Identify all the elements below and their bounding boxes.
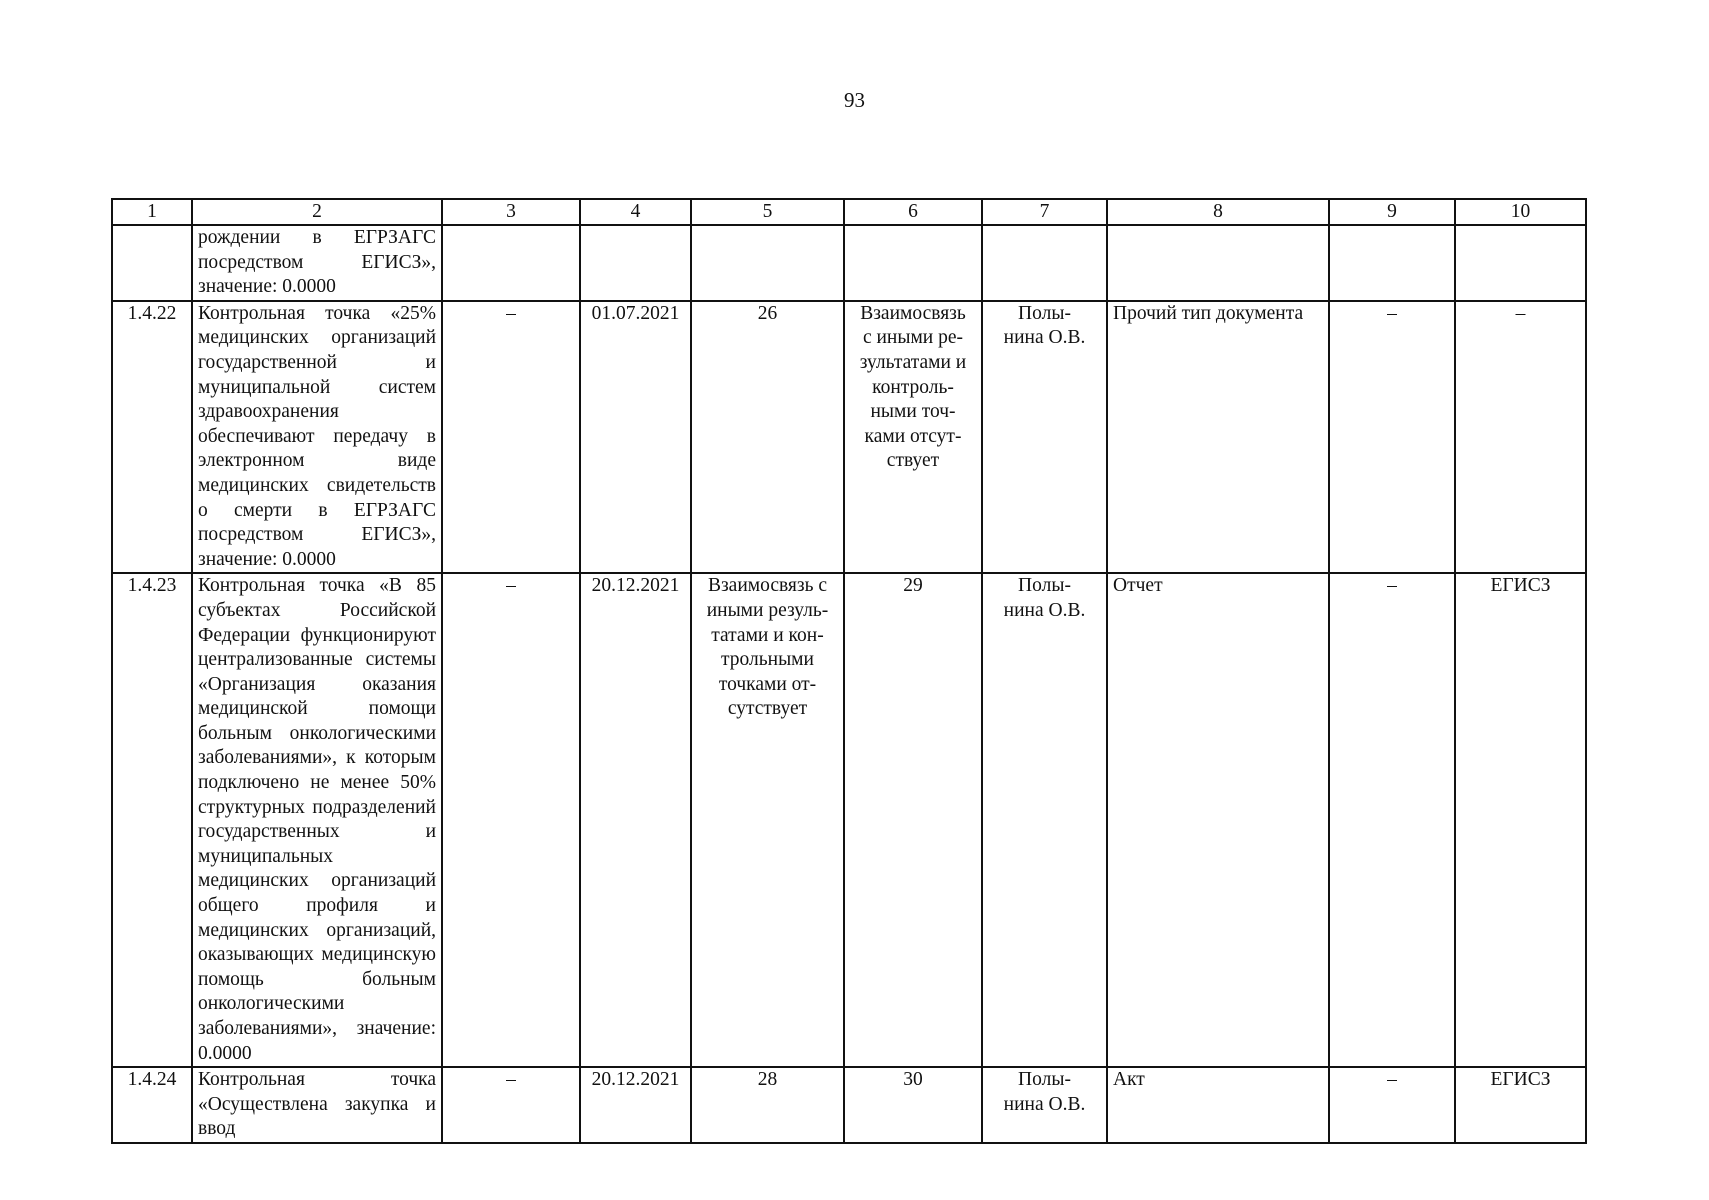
cell-col3: – (442, 301, 580, 574)
column-header: 6 (844, 199, 982, 225)
cell-responsible: Полы- нина О.В. (982, 1067, 1107, 1143)
column-header: 5 (691, 199, 844, 225)
cell-col6: 29 (844, 573, 982, 1067)
cell-col6: Взаимосвязь с иными ре- зультатами и контроль- ными точ- ками отсут- ствует (844, 301, 982, 574)
cell-number: 1.4.22 (112, 301, 192, 574)
cell-description: Контрольная точка «В 85 субъектах Российской Федерации функционируют централизованные системы «Организация оказания медицинской помощи больным онкологическими заболеваниями», к которым подключено не менее 50% структурных подразделений государственных и муниципальных медицинских организаций общего профиля и медицинских организаций, оказывающих медицинскую помощь больным онкологическими заболеваниями», значение: 0.0000 (192, 573, 442, 1067)
cell-document-type: Акт (1107, 1067, 1329, 1143)
cell-col9: – (1329, 573, 1455, 1067)
column-header: 10 (1455, 199, 1586, 225)
cell-col3 (442, 225, 580, 301)
cell-system (1455, 225, 1586, 301)
cell-system: – (1455, 301, 1586, 574)
cell-responsible: Полы- нина О.В. (982, 573, 1107, 1067)
cell-col9 (1329, 225, 1455, 301)
cell-description: рождении в ЕГРЗАГС посредством ЕГИСЗ», значение: 0.0000 (192, 225, 442, 301)
cell-system: ЕГИСЗ (1455, 1067, 1586, 1143)
column-header: 7 (982, 199, 1107, 225)
cell-col9: – (1329, 1067, 1455, 1143)
cell-document-type: Отчет (1107, 573, 1329, 1067)
cell-responsible (982, 225, 1107, 301)
cell-col5: 26 (691, 301, 844, 574)
table-row (112, 225, 1586, 301)
cell-responsible: Полы- нина О.В. (982, 301, 1107, 574)
column-header: 8 (1107, 199, 1329, 225)
cell-system: ЕГИСЗ (1455, 573, 1586, 1067)
cell-col6: 30 (844, 1067, 982, 1143)
table-header-row (112, 199, 1586, 225)
cell-number: 1.4.24 (112, 1067, 192, 1143)
table-row (112, 573, 1586, 1067)
page-number: 93 (844, 88, 865, 112)
table-row (112, 301, 1586, 574)
cell-col9: – (1329, 301, 1455, 574)
cell-date: 20.12.2021 (580, 1067, 691, 1143)
cell-col5 (691, 225, 844, 301)
cell-date: 01.07.2021 (580, 301, 691, 574)
cell-col3: – (442, 573, 580, 1067)
cell-description: Контрольная точка «25% медицинских организаций государственной и муниципальной систем здравоохранения обеспечивают передачу в электронном виде медицинских свидетельств о смерти в ЕГРЗАГС посредством ЕГИСЗ», значение: 0.0000 (192, 301, 442, 574)
column-header: 4 (580, 199, 691, 225)
column-header: 3 (442, 199, 580, 225)
document-table (111, 198, 1587, 1144)
cell-document-type: Прочий тип документа (1107, 301, 1329, 574)
column-header: 2 (192, 199, 442, 225)
column-header: 9 (1329, 199, 1455, 225)
cell-number (112, 225, 192, 301)
table-row (112, 1067, 1586, 1143)
cell-col5: Взаимосвязь с иными резуль- татами и кон- трольными точками от- сутствует (691, 573, 844, 1067)
cell-date: 20.12.2021 (580, 573, 691, 1067)
cell-col3: – (442, 1067, 580, 1143)
cell-description: Контрольная точка «Осуществлена закупка и ввод (192, 1067, 442, 1143)
cell-date (580, 225, 691, 301)
cell-document-type (1107, 225, 1329, 301)
column-header: 1 (112, 199, 192, 225)
cell-col6 (844, 225, 982, 301)
cell-number: 1.4.23 (112, 573, 192, 1067)
cell-col5: 28 (691, 1067, 844, 1143)
